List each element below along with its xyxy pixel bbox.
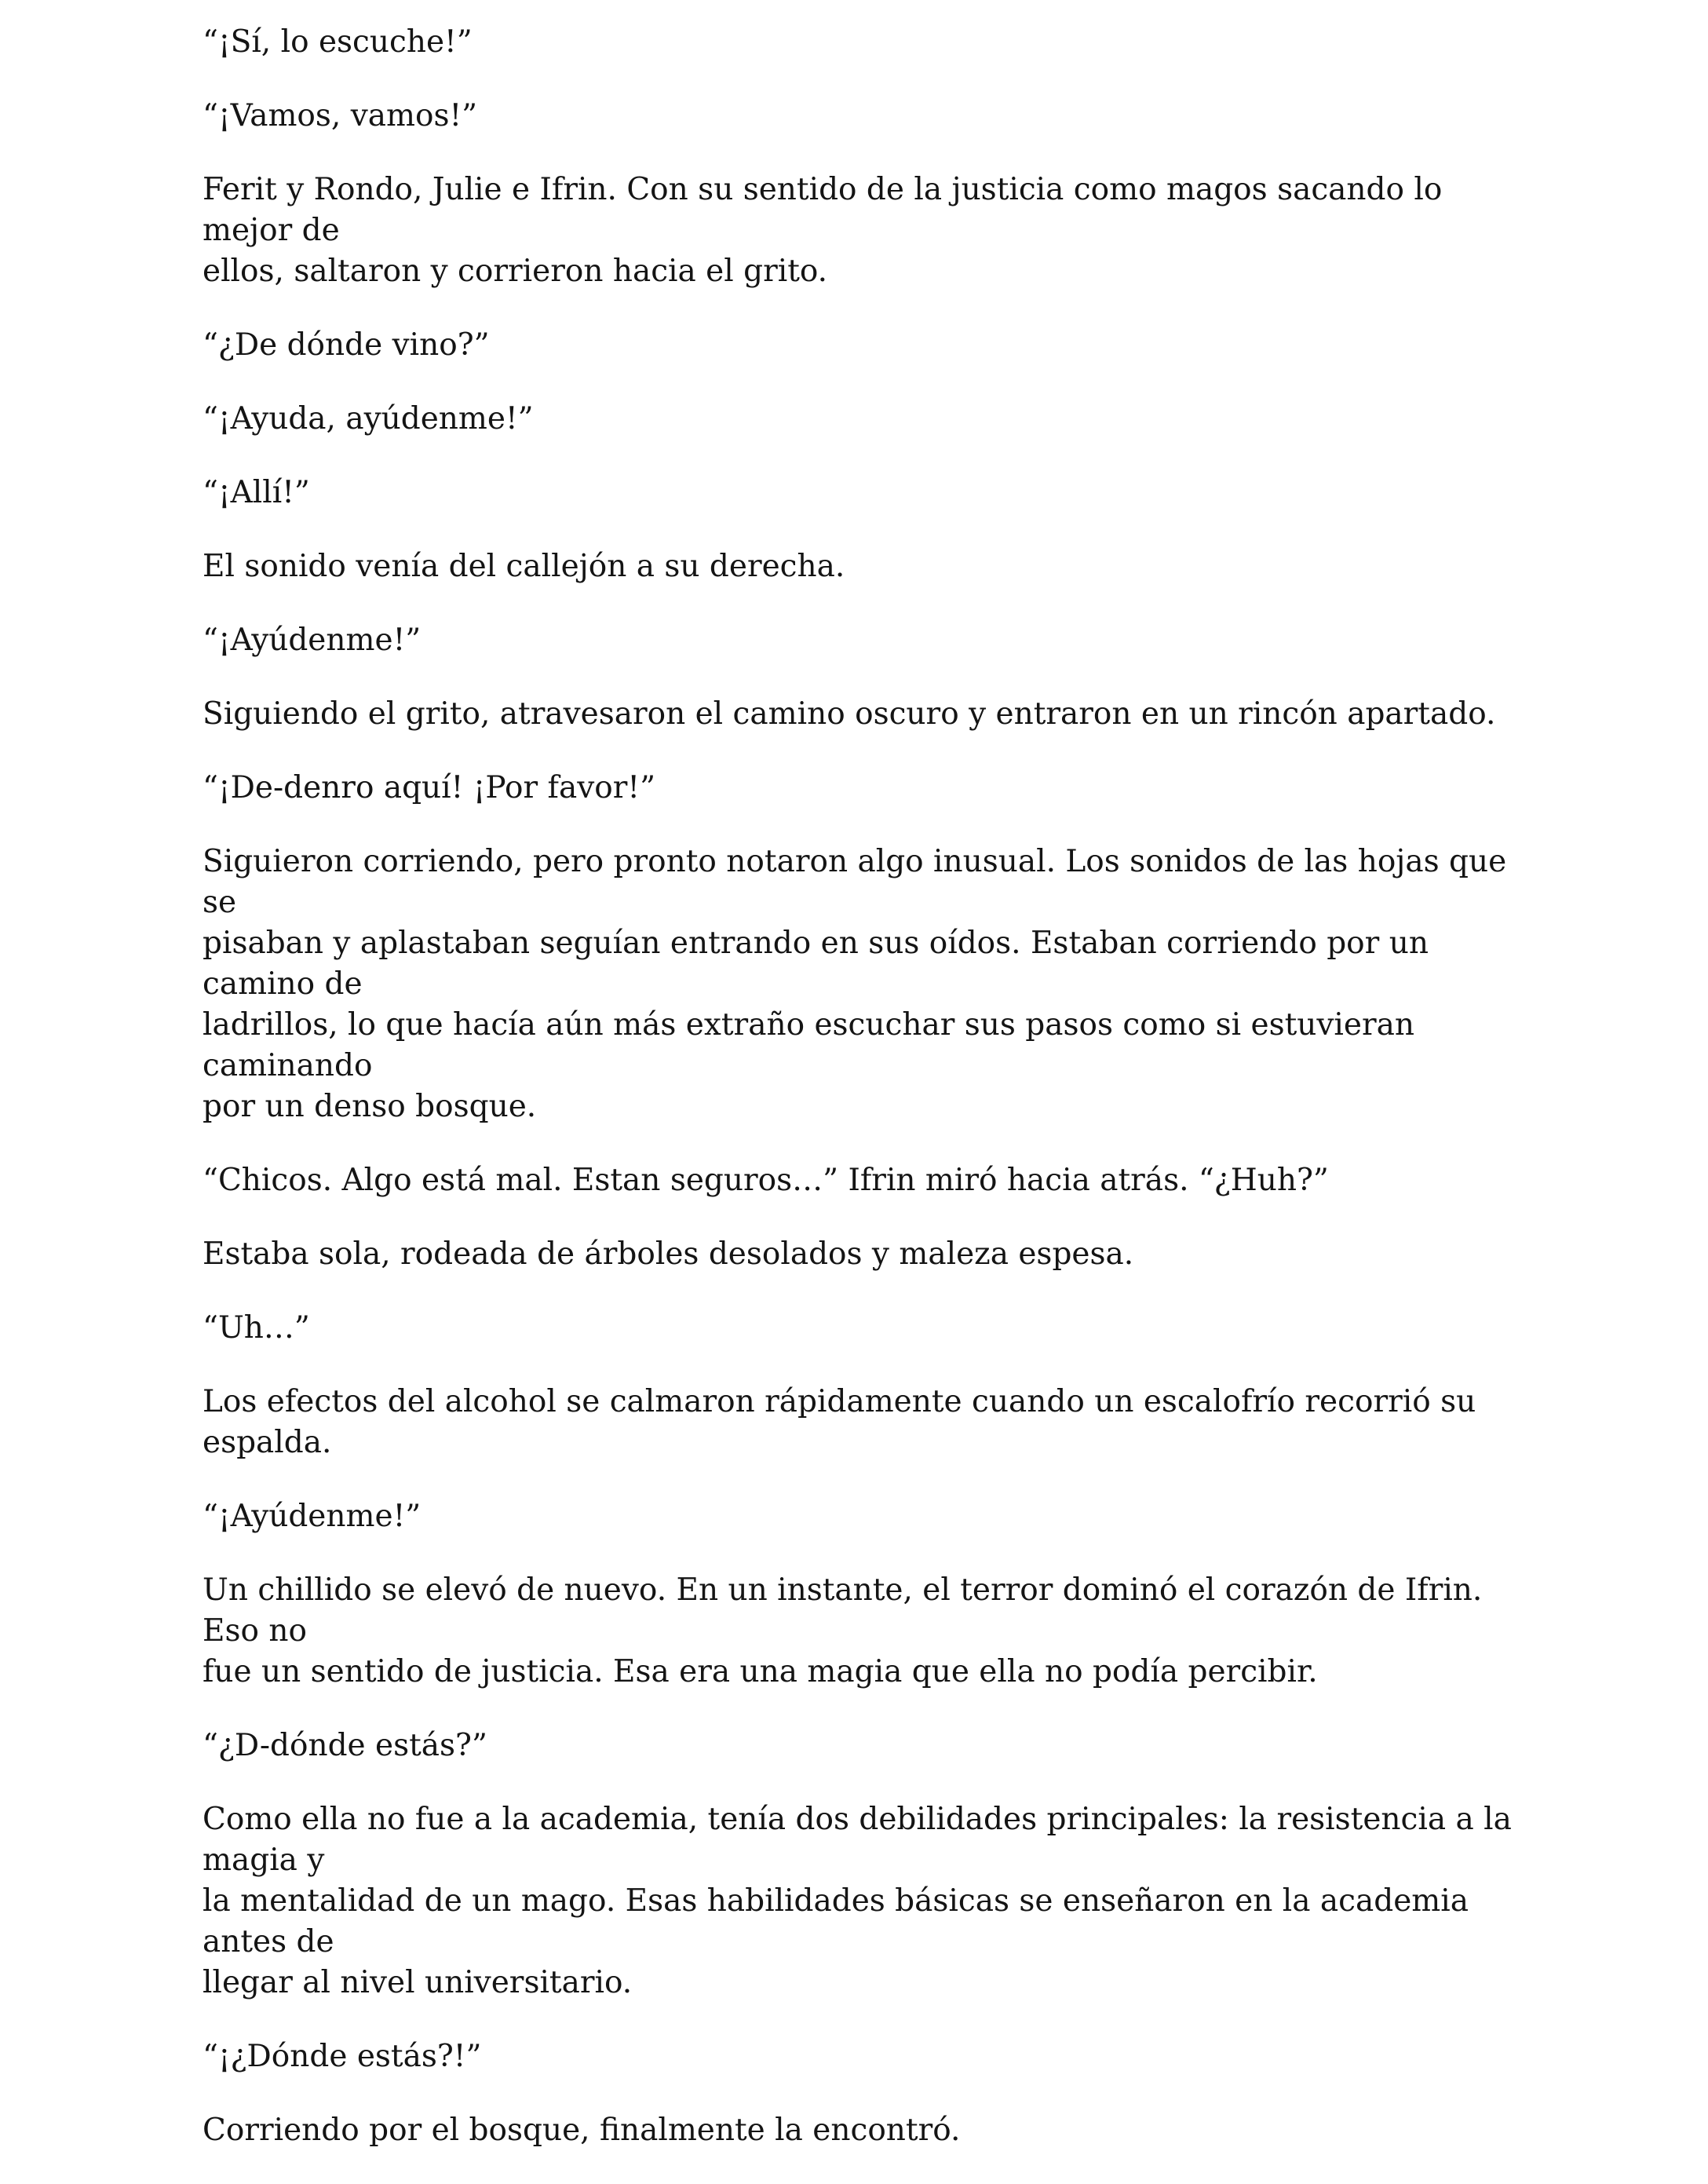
paragraph: “¿D-dónde estás?” xyxy=(203,1728,487,1763)
paragraph: Estaba sola, rodeada de árboles desolados y maleza espesa. xyxy=(203,1236,1134,1272)
paragraph: “¡Ayúdenme!” xyxy=(203,623,422,658)
paragraph: Siguieron corriendo, pero pronto notaron algo inusual. Los sonidos de las hojas que se pisaban y aplastaban seguían entrando en sus oídos. Estaban corriendo por un camino de ladrillos, lo que hacía aún más extraño escuchar sus pasos como si estuvieran caminando por un denso bosque. xyxy=(203,844,1507,1124)
paragraph: “¿De dónde vino?” xyxy=(203,327,490,363)
paragraph: Los efectos del alcohol se calmaron rápidamente cuando un escalofrío recorrió su espalda. xyxy=(203,1384,1476,1460)
paragraph: “¡¿Dónde estás?!” xyxy=(203,2039,482,2074)
paragraph: “¡Vamos, vamos!” xyxy=(203,98,478,133)
paragraph: “¡Ayuda, ayúdenme!” xyxy=(203,401,534,436)
paragraph: “Uh…” xyxy=(203,1310,310,1346)
paragraph: “¡Ayúdenme!” xyxy=(203,1499,422,1534)
paragraph: Ferit y Rondo, Julie e Ifrin. Con su sentido de la justicia como magos sacando lo mejor de ellos, saltaron y corrieron hacia el grito. xyxy=(203,172,1443,289)
paragraph: El sonido venía del callejón a su derecha. xyxy=(203,549,845,584)
paragraph: Siguiendo el grito, atravesaron el camino oscuro y entraron en un rincón apartado. xyxy=(203,696,1496,732)
paragraph: “¡De-denro aquí! ¡Por favor!” xyxy=(203,770,656,805)
document-page xyxy=(203,22,1521,2184)
paragraph: “¡Allí!” xyxy=(203,475,310,510)
paragraph: Corriendo por el bosque, finalmente la encontró. xyxy=(203,2113,961,2148)
paragraph: “¡Sí, lo escuche!” xyxy=(203,24,473,60)
paragraph: “Chicos. Algo está mal. Estan seguros…” Ifrin miró hacia atrás. “¿Huh?” xyxy=(203,1163,1329,1198)
paragraph: Como ella no fue a la academia, tenía dos debilidades principales: la resistencia a la magia y la mentalidad de un mago. Esas habilidades básicas se enseñaron en la academia antes de llegar al nivel universitario. xyxy=(203,1802,1512,2000)
paragraph: Un chillido se elevó de nuevo. En un instante, el terror dominó el corazón de Ifrin. Eso no fue un sentido de justicia. Esa era una magia que ella no podía percibir. xyxy=(203,1572,1483,1689)
